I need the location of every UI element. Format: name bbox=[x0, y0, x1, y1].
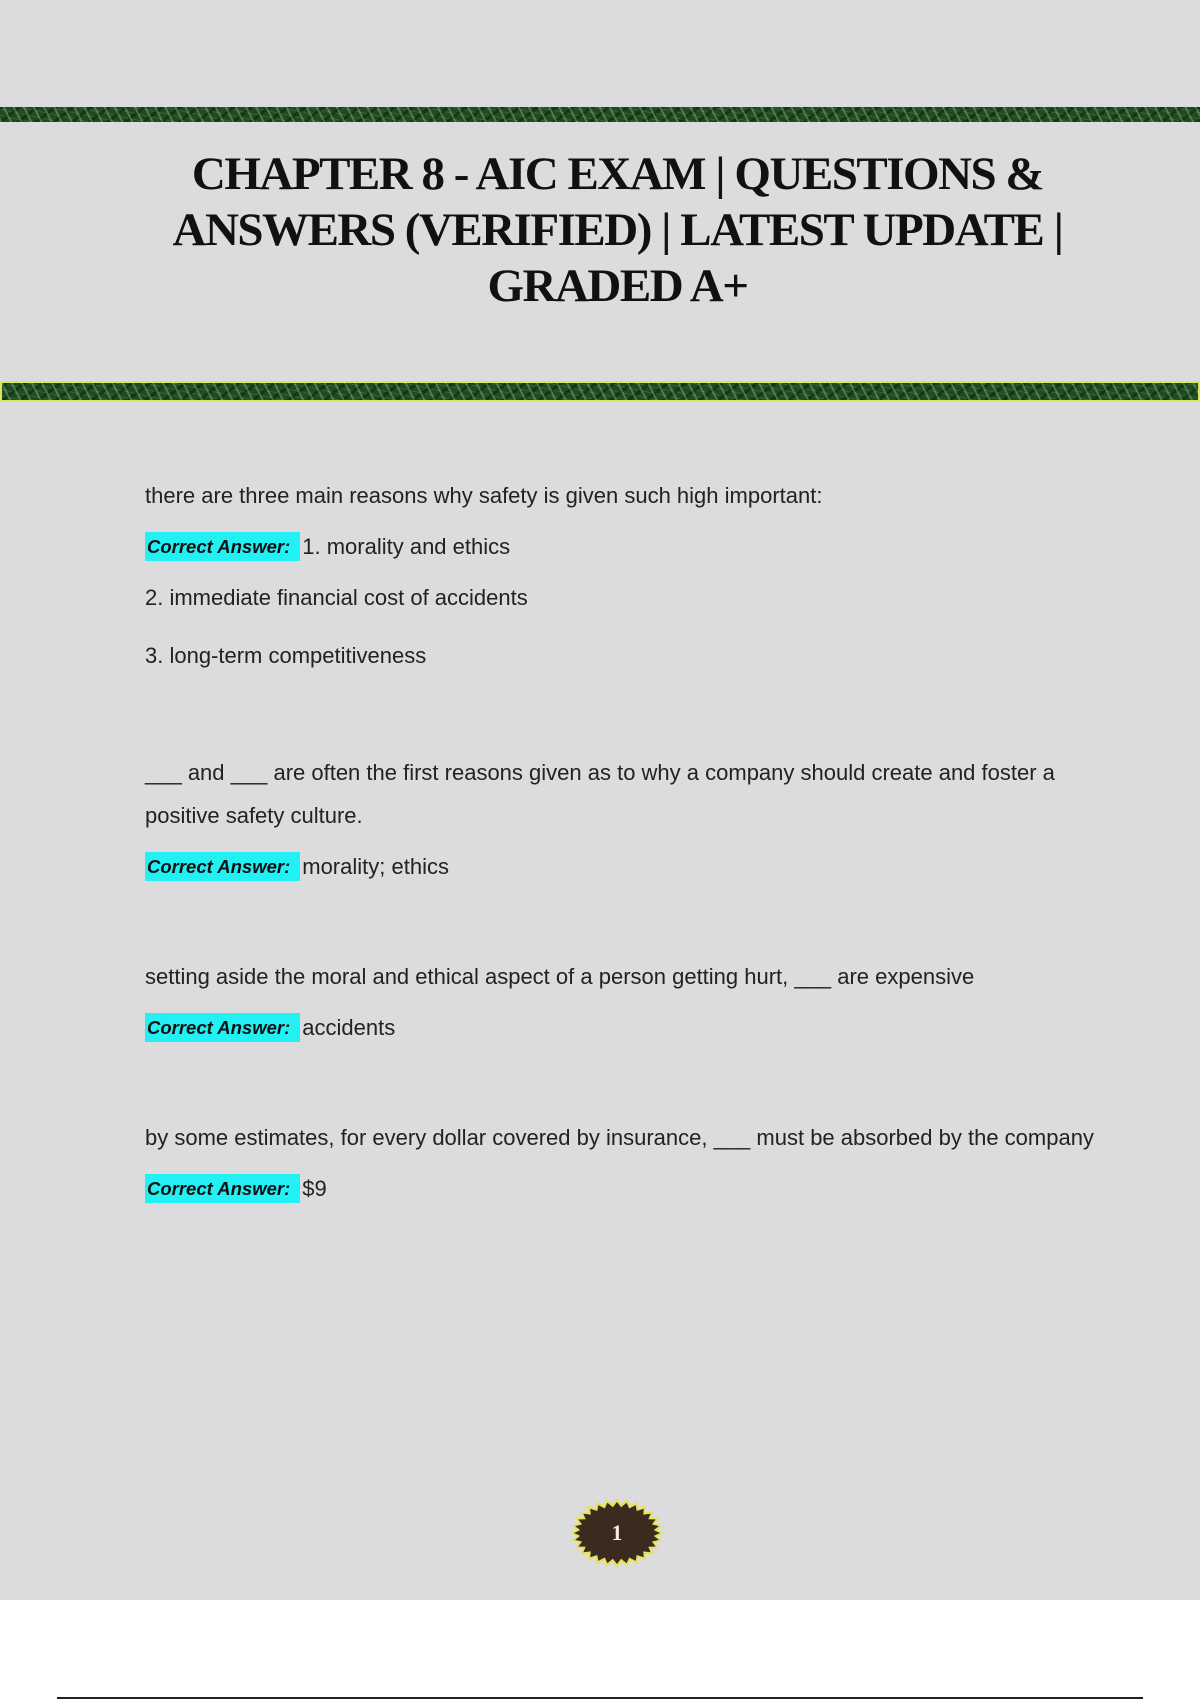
correct-answer-label: Correct Answer: bbox=[145, 532, 300, 561]
answer-text: accidents bbox=[302, 1014, 396, 1040]
question-text: there are three main reasons why safety is given such high important: bbox=[145, 483, 823, 508]
qa-item bbox=[145, 1116, 1095, 1203]
decorative-bottom-band bbox=[0, 381, 1200, 402]
answer-line: 3. long-term competitiveness bbox=[145, 643, 427, 668]
correct-answer-label: Correct Answer: bbox=[145, 1174, 300, 1203]
page-number-badge bbox=[569, 1497, 665, 1569]
answer-line: 2. immediate financial cost of accidents bbox=[145, 585, 528, 610]
qa-item bbox=[145, 955, 1095, 1042]
answer-text: 1. morality and ethics bbox=[302, 533, 511, 559]
answer-row bbox=[145, 1174, 1095, 1203]
decorative-top-band bbox=[0, 107, 1200, 122]
answer-row bbox=[145, 852, 1095, 881]
question-text: by some estimates, for every dollar covered by insurance, ___ must be absorbed by the company bbox=[145, 1125, 1094, 1150]
correct-answer-label: Correct Answer: bbox=[145, 1013, 300, 1042]
question-text: setting aside the moral and ethical aspect of a person getting hurt, ___ are expensive bbox=[145, 964, 975, 989]
footer-rule bbox=[57, 1697, 1143, 1699]
document-title: CHAPTER 8 - AIC EXAM | QUESTIONS & ANSWERS (VERIFIED) | LATEST UPDATE | GRADED A+ bbox=[172, 148, 1063, 312]
question-text: ___ and ___ are often the first reasons given as to why a company should create and foster a positive safety culture. bbox=[145, 760, 1055, 828]
qa-content bbox=[145, 474, 1095, 1218]
correct-answer-label: Correct Answer: bbox=[145, 852, 300, 881]
page-number: 1 bbox=[611, 1520, 623, 1545]
qa-item bbox=[145, 474, 1095, 677]
answer-text: morality; ethics bbox=[302, 853, 449, 879]
answer-row bbox=[145, 1013, 1095, 1042]
answer-text: $9 bbox=[302, 1175, 327, 1201]
qa-item bbox=[145, 751, 1095, 881]
answer-row bbox=[145, 532, 1095, 561]
